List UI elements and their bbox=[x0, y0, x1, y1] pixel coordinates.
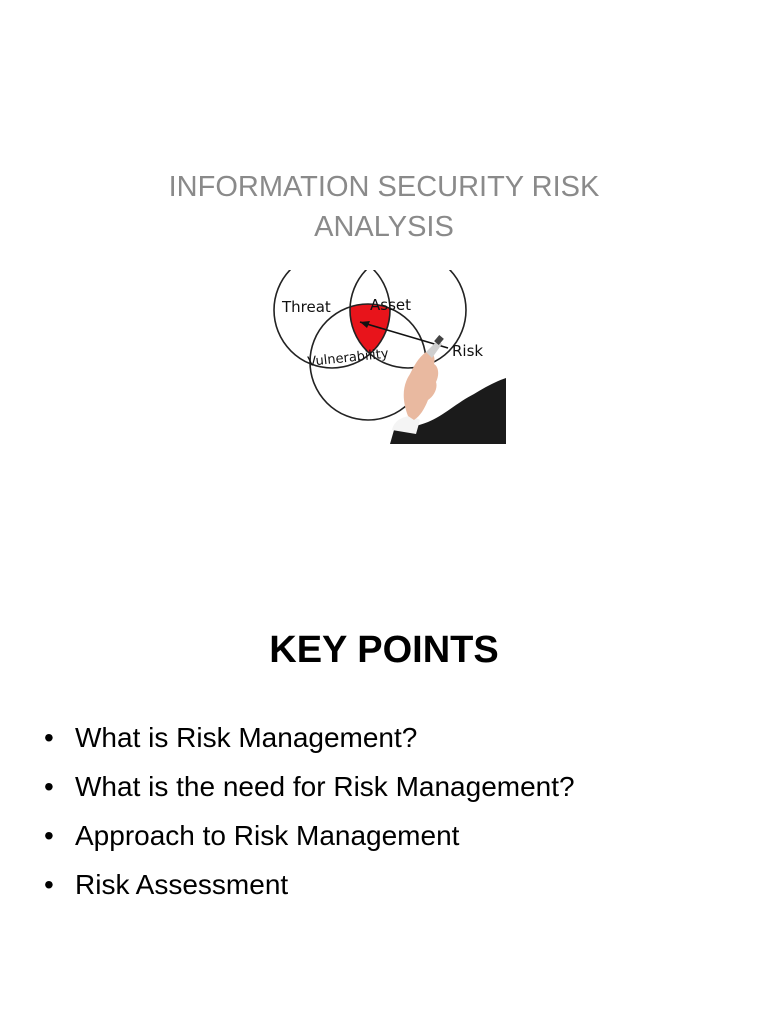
risk-label: Risk bbox=[452, 342, 484, 360]
key-points-heading: KEY POINTS bbox=[269, 629, 499, 671]
bullet-icon: • bbox=[44, 869, 54, 900]
key-points-list bbox=[44, 713, 744, 909]
list-item-text: What is Risk Management? bbox=[75, 722, 418, 753]
list-item bbox=[44, 811, 744, 860]
title-line-2: ANALYSIS bbox=[314, 211, 454, 243]
list-item bbox=[44, 713, 744, 762]
threat-label: Threat bbox=[282, 298, 331, 316]
list-item-text: What is the need for Risk Management? bbox=[75, 771, 575, 802]
slide-key-points bbox=[0, 576, 768, 1024]
bullet-icon: • bbox=[44, 771, 54, 802]
bullet-icon: • bbox=[44, 722, 54, 753]
vulnerability-label: Vulnerability bbox=[306, 346, 390, 370]
risk-venn-illustration bbox=[268, 270, 508, 444]
title-line-1: INFORMATION SECURITY RISK bbox=[168, 171, 600, 203]
bullet-icon: • bbox=[44, 820, 54, 851]
list-item-text: Risk Assessment bbox=[75, 869, 289, 900]
list-item bbox=[44, 860, 744, 909]
list-item-text: Approach to Risk Management bbox=[75, 820, 460, 851]
list-item bbox=[44, 762, 744, 811]
slide-title-heading bbox=[84, 167, 684, 247]
asset-label: Asset bbox=[370, 296, 412, 314]
